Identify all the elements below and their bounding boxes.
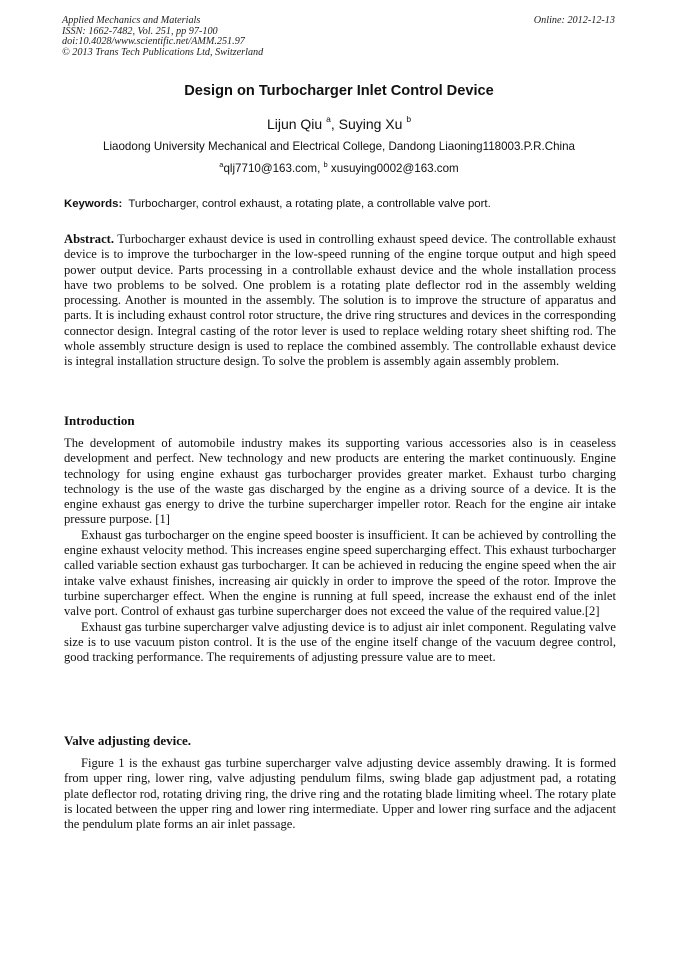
abstract-label: Abstract. xyxy=(64,232,115,246)
paper-title: Design on Turbocharger Inlet Control Device xyxy=(184,83,494,99)
author-1-superscript: a xyxy=(326,114,331,124)
abstract-text: Turbocharger exhaust device is used in controlling exhaust speed device. The controllable exhaust device is to improve the turbocharger in the low-speed running of the engine torque output and high speed power output device. Parts processing in a controllable exhaust device and the whole installation process have two problems to be solved. One problem is a rotating plate deflector rod in the assembly welding processing. Another is mounted in the assembly. The solution is to improve the structure of apparatus and parts. It is including exhaust control rotor structure, the drive ring structures and devices in the corresponding connector design. Integral casting of the rotor lever is used to replace welding rotary sheet shifting rod. The whole assembly structure design is used to replace the combined assembly. The controllable exhaust device is integral installation structure design. To solve the problem is assembly again assembly problem. xyxy=(64,232,616,369)
introduction-paragraph: The development of automobile industry makes its supporting various accessories also is in ceaseless development and perfect. New technology and new products are entering the market continuously. Engine technology for using engine exhaust gas turbocharger provides greater market. Exhaust turbo charging technology is the use of the waste gas discharged by the engine as a driving source of a device. It is the engine exhaust gas energy to drive the turbine supercharger impeller rotor. Reach for the engine air intake pressure purpose. [1] xyxy=(64,436,616,527)
author-1: Lijun Qiu xyxy=(266,116,323,132)
introduction-paragraph: Exhaust gas turbine supercharger valve adjusting device is to adjust air inlet component. Regulating valve size is to use vacuum piston control. It is the use of the engine itself change of the vacuum degree control, good tracking performance. The requirements of adjusting pressure value are to meet. xyxy=(64,619,616,665)
journal-name: Applied Mechanics and Materials xyxy=(62,15,201,26)
introduction-paragraph: Exhaust gas turbocharger on the engine speed booster is insufficient. It can be achieved by controlling the engine exhaust velocity method. This increases engine speed supercharging effect. This exhaust turbocharger called variable section exhaust gas turbocharger. It can be achieved in reducing the engine speed when the air intake valve exhaust finishes, increasing air quickly in order to improve the speed of the rotor. Improve the turbine supercharger effect. When the engine is running at full speed, increase the exhaust end of the inlet valve port. Control of exhaust gas turbine supercharger does not exceed the value of the required value.[2] xyxy=(64,527,616,619)
author-line xyxy=(0,114,678,132)
online-date: Online: 2012-12-13 xyxy=(533,15,615,26)
introduction-heading: Introduction xyxy=(64,413,135,428)
valve-section-heading: Valve adjusting device. xyxy=(64,733,191,748)
copyright-line: © 2013 Trans Tech Publications Ltd, Switzerland xyxy=(62,46,264,58)
keywords-label: Keywords: xyxy=(64,198,123,210)
author-2: Suying Xu xyxy=(338,116,403,132)
author-separator: , xyxy=(330,116,339,132)
email-b: xusuying0002@163.com xyxy=(327,162,459,175)
email-a: qlj7710@163.com, xyxy=(223,162,324,175)
author-2-superscript: b xyxy=(406,114,412,124)
email-b-superscript: b xyxy=(323,160,328,169)
keywords-text: Turbocharger, control exhaust, a rotating plate, a controllable valve port. xyxy=(128,198,491,210)
journal-header xyxy=(62,16,263,58)
affiliation: Liaodong University Mechanical and Electrical College, Dandong Liaoning118003.P.R.China xyxy=(103,140,575,153)
email-line xyxy=(0,160,678,175)
email-a-superscript: a xyxy=(219,160,224,169)
valve-paragraph: Figure 1 is the exhaust gas turbine supercharger valve adjusting device assembly drawing. It is formed from upper ring, lower ring, valve adjusting pendulum films, swing blade gap adjustment pad, a rotating plate deflector rod, rotating driving ring, the drive ring and the rotating blade limiting wheel. The rotary plate is located between the upper ring and lower ring intermediate. Upper and lower ring surface and the adjacent the pendulum plate forms an air inlet passage. xyxy=(64,756,616,832)
doi-line: doi:10.4028/www.scientific.net/AMM.251.97 xyxy=(62,36,245,48)
keywords xyxy=(64,198,616,210)
valve-section-body xyxy=(64,756,616,832)
introduction-body xyxy=(64,436,616,665)
issn-line: ISSN: 1662-7482, Vol. 251, pp 97-100 xyxy=(62,25,218,37)
abstract xyxy=(64,232,616,370)
